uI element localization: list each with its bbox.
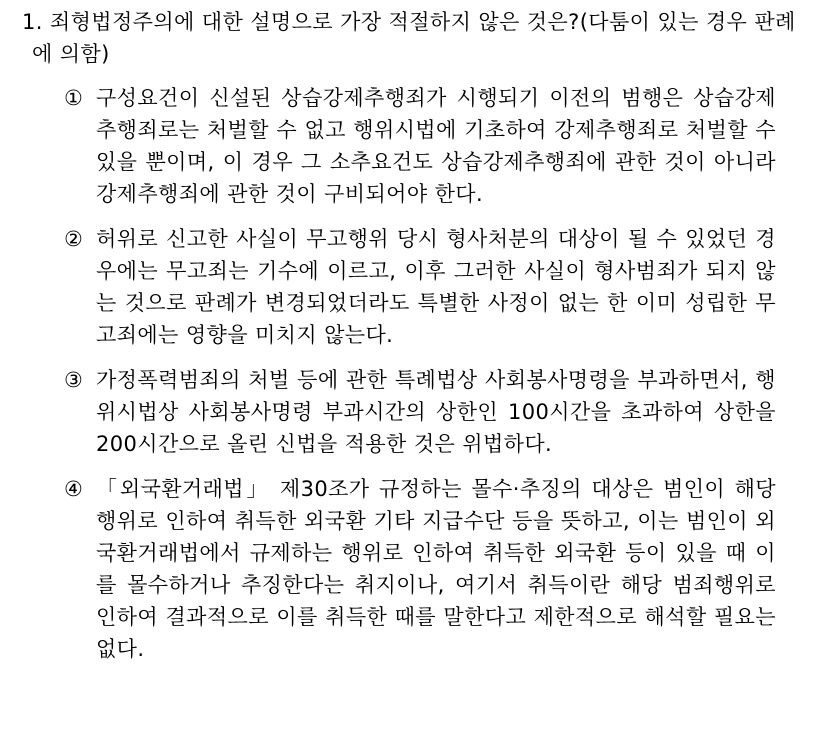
choice-3[interactable]: [64, 364, 776, 460]
choice-1-text: 구성요건이 신설된 상습강제추행죄가 시행되기 이전의 범행은 상습강제추행죄로는 처벌할 수 없고 행위시법에 기초하여 강제추행죄로 처벌할 수 있을 뿐이며, 이 경우 그 소추요건도 상습강제추행죄에 관한 것이 아니라 강제추행죄에 관한 것이 구비되어야 한다.: [96, 86, 776, 206]
choice-2-marker: ②: [64, 227, 84, 251]
choice-4-marker: ④: [64, 477, 84, 501]
choice-1[interactable]: [64, 82, 776, 210]
question-block: [22, 6, 812, 678]
choice-2[interactable]: [64, 223, 776, 351]
choice-3-marker: ③: [64, 368, 84, 392]
choice-3-text: 가정폭력범죄의 처벌 등에 관한 특례법상 사회봉사명령을 부과하면서, 행위시법상 사회봉사명령 부과시간의 상한인 100시간을 초과하여 상한을 200시간으로 올린 신법을 적용한 것은 위법하다.: [96, 368, 776, 456]
choice-1-marker: ①: [64, 86, 84, 110]
question-stem: [22, 6, 812, 70]
question-number: 1.: [22, 10, 43, 34]
choice-2-text: 허위로 신고한 사실이 무고행위 당시 형사처분의 대상이 될 수 있었던 경우에는 무고죄는 기수에 이르고, 이후 그러한 사실이 형사범죄가 되지 않는 것으로 판례가 변경되었더라도 특별한 사정이 없는 한 이미 성립한 무고죄에는 영향을 미치지 않는다.: [96, 227, 776, 347]
question-text: 죄형법정주의에 대한 설명으로 가장 적절하지 않은 것은?(다툼이 있는 경우 판례에 의함): [32, 10, 796, 66]
choice-4-text: 「외국환거래법」 제30조가 규정하는 몰수·추징의 대상은 범인이 해당 행위로 인하여 취득한 외국환 기타 지급수단 등을 뜻하고, 이는 범인이 외국환거래법에서 규제하는 행위로 인하여 취득한 외국환 등이 있을 때 이를 몰수하거나 추징한다는 취지이나, 여기서 취득이란 해당 범죄행위로 인하여 결과적으로 이를 취득한 때를 말한다고 제한적으로 해석할 필요는 없다.: [96, 477, 776, 661]
choice-4[interactable]: [64, 473, 776, 665]
choice-list: [22, 82, 812, 665]
